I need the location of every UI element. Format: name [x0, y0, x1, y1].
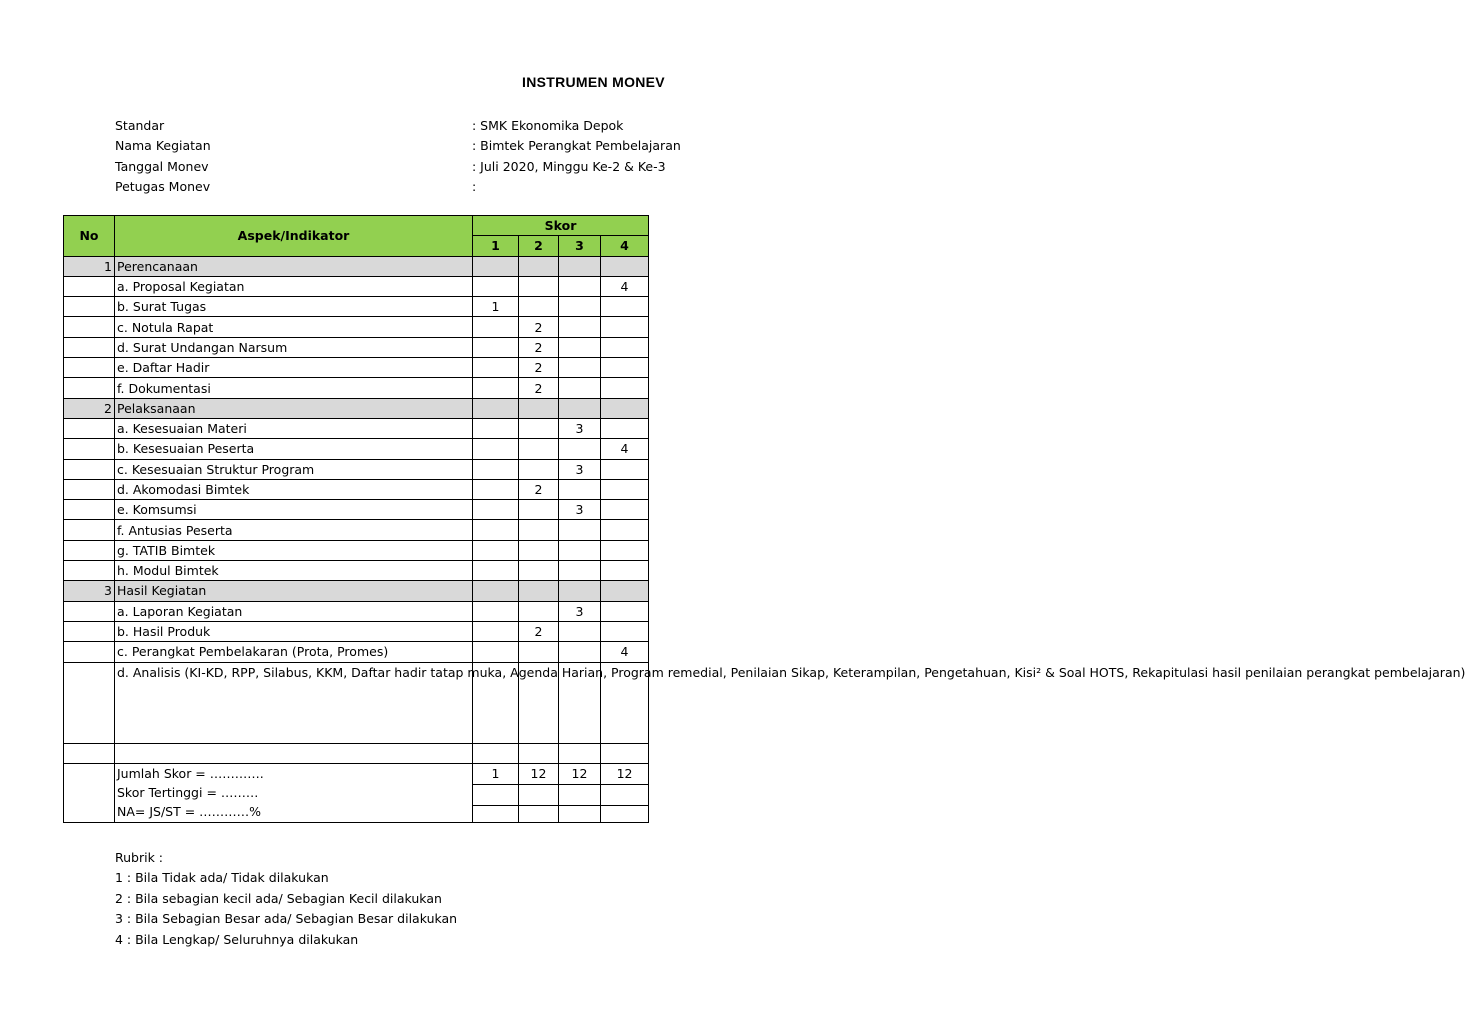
row-number-cell — [64, 540, 115, 560]
info-label: Nama Kegiatan — [115, 138, 211, 154]
indicator-label: g. TATIB Bimtek — [115, 540, 473, 560]
indicator-label: d. Akomodasi Bimtek — [115, 479, 473, 499]
indicator-label: c. Kesesuaian Struktur Program — [115, 459, 473, 479]
score-cell — [601, 297, 649, 317]
score-cell — [601, 601, 649, 621]
indicator-label: a. Kesesuaian Materi — [115, 418, 473, 438]
table-row — [64, 479, 649, 499]
section-number: 2 — [64, 398, 115, 418]
score-cell — [601, 621, 649, 641]
score-cell — [559, 276, 601, 296]
score-cell — [559, 358, 601, 378]
score-cell: 2 — [519, 621, 559, 641]
score-cell — [473, 581, 519, 601]
score-cell: 2 — [519, 479, 559, 499]
table-row — [64, 276, 649, 296]
score-cell — [559, 479, 601, 499]
rubrik-title: Rubrik : — [115, 850, 164, 865]
table-row — [64, 601, 649, 621]
score-cell — [473, 479, 519, 499]
score-cell — [601, 378, 649, 398]
blank-score — [473, 785, 518, 806]
row-number-cell — [64, 662, 115, 743]
indicator-label: c. Perangkat Pembelakaran (Prota, Promes) — [115, 642, 473, 662]
indicator-label: a. Laporan Kegiatan — [115, 601, 473, 621]
score-cell: 4 — [601, 276, 649, 296]
row-number-cell — [64, 418, 115, 438]
score-cell — [519, 561, 559, 581]
row-number-cell — [64, 642, 115, 662]
empty-cell — [559, 743, 601, 763]
analysis-label: d. Analisis (KI-KD, RPP, Silabus, KKM, Daftar hadir tatap muka, Agenda Harian, Program remedial, Penilaian Sikap, Keterampilan, Pengetahuan, Kisi² & Soal HOTS, Rekapitulasi hasil penilaian perangkat pembelajaran) — [115, 662, 473, 743]
score-cell: 2 — [519, 337, 559, 357]
score-cell — [473, 418, 519, 438]
row-number-cell — [64, 621, 115, 641]
table-row — [64, 621, 649, 641]
score-cell — [601, 459, 649, 479]
row-number-cell — [64, 317, 115, 337]
summary-labels — [115, 763, 473, 822]
empty-cell — [473, 743, 519, 763]
score-cell: 3 — [559, 500, 601, 520]
score-cell — [473, 540, 519, 560]
table-row — [64, 500, 649, 520]
indicator-label: d. Surat Undangan Narsum — [115, 337, 473, 357]
table-row — [64, 378, 649, 398]
score-cell — [601, 561, 649, 581]
row-number-cell — [64, 337, 115, 357]
row-number-cell — [64, 601, 115, 621]
row-number-cell — [64, 520, 115, 540]
score-cell — [519, 256, 559, 276]
score-cell — [519, 418, 559, 438]
score-cell — [601, 256, 649, 276]
score-cell — [473, 520, 519, 540]
info-value: : — [472, 179, 477, 195]
info-row-petugas-monev — [115, 177, 477, 197]
na-label: NA= JS/ST = …………% — [117, 803, 262, 819]
skor-tertinggi-label: Skor Tertinggi = ……… — [117, 784, 259, 800]
table-row — [64, 459, 649, 479]
header-skor: Skor — [473, 216, 649, 236]
score-cell — [519, 459, 559, 479]
score-cell — [601, 540, 649, 560]
score-cell — [559, 317, 601, 337]
score-cell — [601, 581, 649, 601]
score-cell: 2 — [519, 358, 559, 378]
blank-score — [601, 785, 648, 806]
total-score: 12 — [601, 764, 648, 785]
header-skor-3: 3 — [559, 236, 601, 256]
indicator-label: f. Dokumentasi — [115, 378, 473, 398]
score-cell — [473, 621, 519, 641]
score-cell — [519, 398, 559, 418]
score-cell — [473, 378, 519, 398]
score-cell — [519, 297, 559, 317]
score-cell — [519, 601, 559, 621]
score-cell — [559, 621, 601, 641]
indicator-label: c. Notula Rapat — [115, 317, 473, 337]
table-row — [64, 337, 649, 357]
row-number-cell — [64, 479, 115, 499]
table-row — [64, 317, 649, 337]
row-number-cell — [64, 378, 115, 398]
info-label: Tanggal Monev — [115, 158, 209, 174]
empty-cell — [115, 743, 473, 763]
info-value: : SMK Ekonomika Depok — [472, 118, 624, 133]
document-title: INSTRUMEN MONEV — [522, 74, 665, 90]
section-row — [64, 581, 649, 601]
jumlah-skor-label: Jumlah Skor = …………. — [117, 765, 264, 781]
score-cell — [473, 398, 519, 418]
score-cell — [559, 398, 601, 418]
indicator-label: h. Modul Bimtek — [115, 561, 473, 581]
total-score-cell — [473, 763, 519, 822]
indicator-label: b. Hasil Produk — [115, 621, 473, 641]
score-cell — [519, 540, 559, 560]
score-cell — [559, 540, 601, 560]
row-number-cell — [64, 276, 115, 296]
score-cell — [601, 520, 649, 540]
info-value: : Juli 2020, Minggu Ke-2 & Ke-3 — [472, 158, 666, 174]
score-cell — [559, 439, 601, 459]
blank-score — [519, 785, 558, 806]
score-cell: 3 — [559, 601, 601, 621]
empty-cell — [519, 743, 559, 763]
total-score: 12 — [559, 764, 600, 785]
score-cell: 3 — [559, 459, 601, 479]
indicator-label: b. Kesesuaian Peserta — [115, 439, 473, 459]
table-row — [64, 439, 649, 459]
table-row — [64, 297, 649, 317]
monev-table — [63, 215, 1465, 823]
row-number-cell — [64, 561, 115, 581]
info-label: Standar — [115, 118, 165, 133]
section-name: Hasil Kegiatan — [115, 581, 473, 601]
rubrik-item: 3 : Bila Sebagian Besar ada/ Sebagian Besar dilakukan — [115, 911, 458, 927]
total-score-cell — [601, 763, 649, 822]
indicator-label: e. Komsumsi — [115, 500, 473, 520]
score-cell — [473, 500, 519, 520]
score-cell — [473, 459, 519, 479]
score-cell — [519, 520, 559, 540]
score-cell — [473, 317, 519, 337]
score-cell — [559, 256, 601, 276]
score-cell — [473, 358, 519, 378]
summary-row — [64, 763, 649, 822]
row-number-cell — [64, 439, 115, 459]
total-score: 12 — [519, 764, 558, 785]
empty-cell — [64, 743, 115, 763]
indicator-label: a. Proposal Kegiatan — [115, 276, 473, 296]
header-skor-4: 4 — [601, 236, 649, 256]
row-number-cell — [64, 459, 115, 479]
score-cell — [559, 297, 601, 317]
rubrik-item: 4 : Bila Lengkap/ Seluruhnya dilakukan — [115, 931, 359, 947]
score-cell — [559, 378, 601, 398]
score-cell — [559, 642, 601, 662]
blank-score — [559, 785, 600, 806]
table-row — [64, 520, 649, 540]
score-cell — [473, 337, 519, 357]
score-cell — [473, 276, 519, 296]
summary-number-cell — [64, 763, 115, 822]
score-cell — [601, 337, 649, 357]
table-row — [64, 642, 649, 662]
score-cell — [519, 439, 559, 459]
score-cell — [559, 520, 601, 540]
rubrik-block — [115, 848, 457, 950]
row-number-cell — [64, 297, 115, 317]
info-row-nama-kegiatan — [115, 136, 681, 156]
info-row-tanggal-monev — [115, 157, 666, 177]
score-cell: 4 — [601, 439, 649, 459]
score-cell — [601, 500, 649, 520]
info-row-standar — [115, 116, 624, 136]
section-name: Pelaksanaan — [115, 398, 473, 418]
rubrik-item: 1 : Bila Tidak ada/ Tidak dilakukan — [115, 870, 329, 886]
header-no: No — [64, 216, 115, 257]
empty-cell — [601, 743, 649, 763]
info-block — [115, 116, 681, 198]
header-skor-1: 1 — [473, 236, 519, 256]
score-cell — [473, 642, 519, 662]
indicator-label: e. Daftar Hadir — [115, 358, 473, 378]
score-cell — [559, 581, 601, 601]
score-cell: 1 — [473, 297, 519, 317]
info-label: Petugas Monev — [115, 179, 211, 195]
header-aspek: Aspek/Indikator — [115, 216, 473, 257]
score-cell: 4 — [601, 642, 649, 662]
score-cell — [559, 337, 601, 357]
section-number: 1 — [64, 256, 115, 276]
table-row — [64, 561, 649, 581]
info-value: : Bimtek Perangkat Pembelajaran — [472, 138, 681, 154]
score-cell — [473, 256, 519, 276]
indicator-label: f. Antusias Peserta — [115, 520, 473, 540]
score-cell: 2 — [519, 317, 559, 337]
score-cell — [519, 642, 559, 662]
table-body — [64, 256, 1465, 822]
header-skor-2: 2 — [519, 236, 559, 256]
total-score-cell — [519, 763, 559, 822]
score-cell — [601, 358, 649, 378]
score-cell — [473, 601, 519, 621]
score-cell — [519, 500, 559, 520]
table-row — [64, 358, 649, 378]
score-cell: 3 — [559, 418, 601, 438]
total-score-cell — [559, 763, 601, 822]
analysis-row — [64, 662, 649, 743]
score-cell — [601, 317, 649, 337]
score-cell — [473, 561, 519, 581]
score-cell — [601, 398, 649, 418]
score-cell — [601, 479, 649, 499]
score-cell: 2 — [519, 378, 559, 398]
row-number-cell — [64, 358, 115, 378]
table-row — [64, 540, 649, 560]
section-name: Perencanaan — [115, 256, 473, 276]
row-number-cell — [64, 500, 115, 520]
empty-row — [64, 743, 649, 763]
total-score: 1 — [473, 764, 518, 785]
section-row — [64, 256, 649, 276]
score-cell — [601, 418, 649, 438]
score-cell — [559, 561, 601, 581]
rubrik-item: 2 : Bila sebagian kecil ada/ Sebagian Kecil dilakukan — [115, 890, 442, 906]
score-cell — [473, 439, 519, 459]
section-row — [64, 398, 649, 418]
section-number: 3 — [64, 581, 115, 601]
indicator-label: b. Surat Tugas — [115, 297, 473, 317]
score-cell — [519, 276, 559, 296]
table-row — [64, 418, 649, 438]
score-cell — [519, 581, 559, 601]
